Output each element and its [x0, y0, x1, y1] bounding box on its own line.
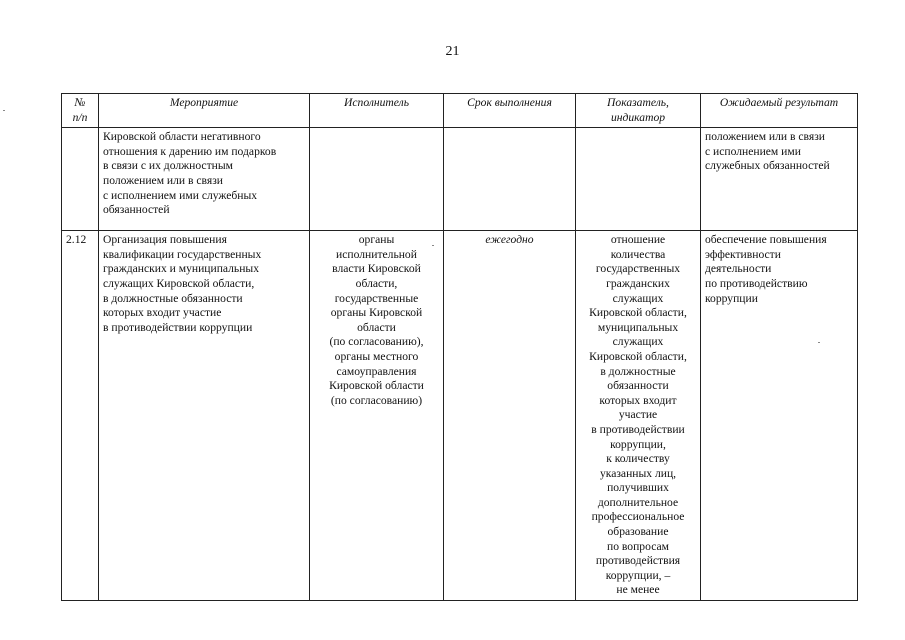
scan-speck	[432, 245, 434, 246]
table-row	[62, 128, 858, 231]
scan-speck	[818, 342, 820, 343]
header-executor: Исполнитель	[310, 94, 444, 128]
cell-result: положением или в связи с исполнением ими служебных обязанностей	[701, 128, 858, 231]
cell-activity: Организация повышения квалификации государственных гражданских и муниципальных служащих Кировской области, в должностные обязанности которых входит участие в противодействии коррупции	[99, 231, 310, 601]
measures-table	[61, 93, 858, 601]
scan-speck	[3, 110, 5, 111]
page-number: 21	[445, 44, 460, 59]
cell-activity: Кировской области негативного отношения к дарению им подарков в связи с их должностным положением или в связи с исполнением ими служебных обязанностей	[99, 128, 310, 231]
table-row	[62, 231, 858, 601]
header-result: Ожидаемый результат	[701, 94, 858, 128]
cell-number	[62, 128, 99, 231]
header-number: № п/п	[62, 94, 99, 128]
cell-indicator	[576, 128, 701, 231]
cell-executor: органы исполнительной власти Кировской области, государственные органы Кировской области (по согласованию), органы местного самоуправления Кировской области (по согласованию)	[310, 231, 444, 601]
cell-indicator: отношение количества государственных гражданских служащих Кировской области, муниципальных служащих Кировской области, в должностные обязанности которых входит участие в противодействии коррупции, к количеству указанных лиц, получивших дополнительное профессиональное образование по вопросам противодействия коррупции, – не менее	[576, 231, 701, 601]
header-deadline: Срок выполнения	[444, 94, 576, 128]
header-indicator: Показатель, индикатор	[576, 94, 701, 128]
table-header-row	[62, 94, 858, 128]
cell-deadline	[444, 128, 576, 231]
cell-executor	[310, 128, 444, 231]
header-activity: Мероприятие	[99, 94, 310, 128]
cell-deadline: ежегодно	[444, 231, 576, 601]
cell-number: 2.12	[62, 231, 99, 601]
cell-result: обеспечение повышения эффективности деятельности по противодействию коррупции	[701, 231, 858, 601]
